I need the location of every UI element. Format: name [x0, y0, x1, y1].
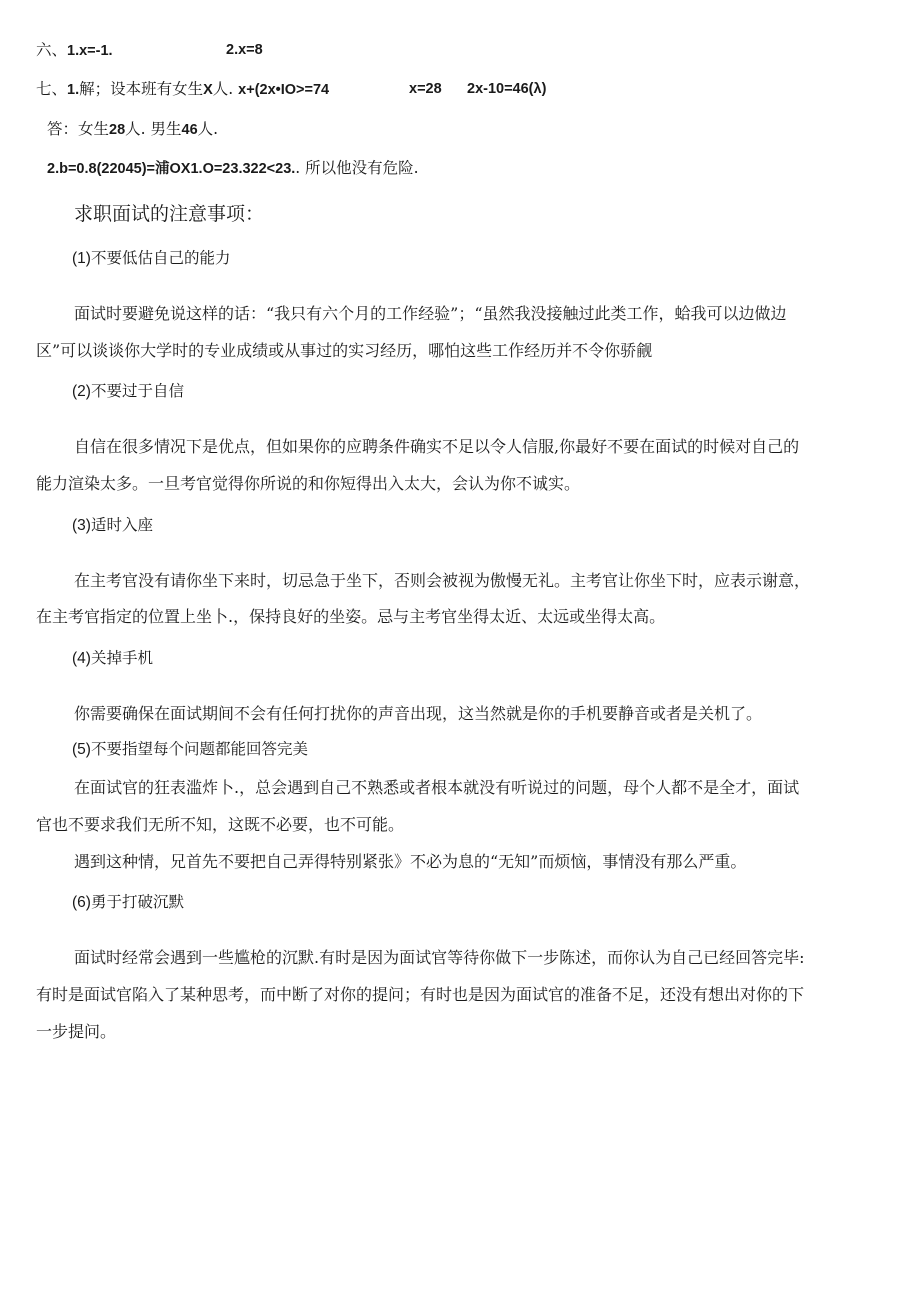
paragraph-line: 官也不要求我们无所不知，这既不必要，也不可能。	[36, 815, 405, 834]
article-title: 求职面试的注意事项：	[74, 203, 265, 225]
answer-q2	[47, 158, 419, 179]
answer-2: 2.x=8	[226, 42, 263, 58]
solution-x: x=28	[409, 81, 442, 97]
paragraph-line: 在面试官的狂表滥炸卜.，总会遇到自己不熟悉或者根本就没有听说过的问题，母个人都不是全才，面试	[74, 778, 800, 797]
unit-text: 人.	[212, 80, 234, 98]
paragraph-line: 你需要确保在面试期间不会有任何打扰你的声音出现，这当然就是你的手机要静音或者是关机了。	[74, 704, 763, 723]
section-label: 七、	[36, 80, 68, 98]
paragraph-line: 有时是面试官陷入了某种思考，而中断了对你的提问；有时也是因为面试官的准备不足，还没有想出对你的下	[36, 985, 805, 1004]
subheading-5: (5)不要指望每个问题都能回答完美	[72, 740, 308, 758]
section-label: 六、	[36, 41, 68, 59]
q2-math: 2.b=0.8(22045)=浦OX1.O=23.322<23.	[47, 161, 296, 177]
girls-count: 28	[109, 122, 126, 138]
variable: X	[203, 82, 213, 98]
paragraph-line: 一步提问。	[36, 1022, 117, 1041]
subheading-2: (2)不要过于自信	[72, 382, 184, 400]
answer-summary: 答：女生28人. 男生46人.	[47, 120, 219, 138]
q2-conclusion: . 所以他没有危险.	[295, 159, 419, 177]
subheading-3: (3)适时入座	[72, 516, 153, 534]
paragraph-line: 面试时经常会遇到一些尴枪的沉默.有时是因为面试官等待你做下一步陈述，而你认为自己已经回答完毕:	[74, 948, 805, 967]
answer-line-six	[36, 40, 113, 61]
paragraph-line: 区”可以谈谈你大学时的专业成绩或从事过的实习经历，哪怕这些工作经历并不令你骄觎	[36, 341, 653, 360]
boys-count: 46	[181, 122, 198, 138]
subheading-1: (1)不要低估自己的能力	[72, 249, 231, 267]
paragraph-line: 遇到这种情，兄首先不要把自己弄得特别紧张》不必为息的“无知”而烦恼，事情没有那么严重。	[74, 852, 747, 871]
paragraph-line: 在主考官指定的位置上坐卜.，保持良好的坐姿。忌与主考官坐得太近、太远或坐得太高。	[36, 607, 666, 626]
paragraph-line: 在主考官没有请你坐下来时，切忌急于坐下，否则会被视为傲慢无礼。主考官让你坐下时，应表示谢意，	[74, 571, 811, 590]
solution-eq2: 2x-10=46(λ)	[467, 81, 547, 97]
subheading-4: (4)关掉手机	[72, 649, 153, 667]
solution-text: 解；设本班有女生	[79, 80, 204, 98]
answer-1: 1.x=-1.	[67, 43, 113, 59]
paragraph-line: 能力渲染太多。一旦考官觉得你所说的和你短得出入太大，会认为你不诚实。	[36, 474, 581, 493]
paragraph-line: 自信在很多情况下是优点，但如果你的应聘条件确实不足以令人信服,你最好不要在面试的时候对自己的	[74, 437, 800, 456]
question-number: 1.	[67, 82, 80, 98]
subheading-6: (6)勇于打破沉默	[72, 893, 184, 911]
equation: x+(2x•IO>=74	[238, 82, 330, 98]
answer-line-seven	[36, 79, 329, 100]
paragraph-line: 面试时要避免说这样的话：“我只有六个月的工作经验”；“虽然我没接触过此类工作，蛤我可以边做边	[74, 304, 787, 323]
